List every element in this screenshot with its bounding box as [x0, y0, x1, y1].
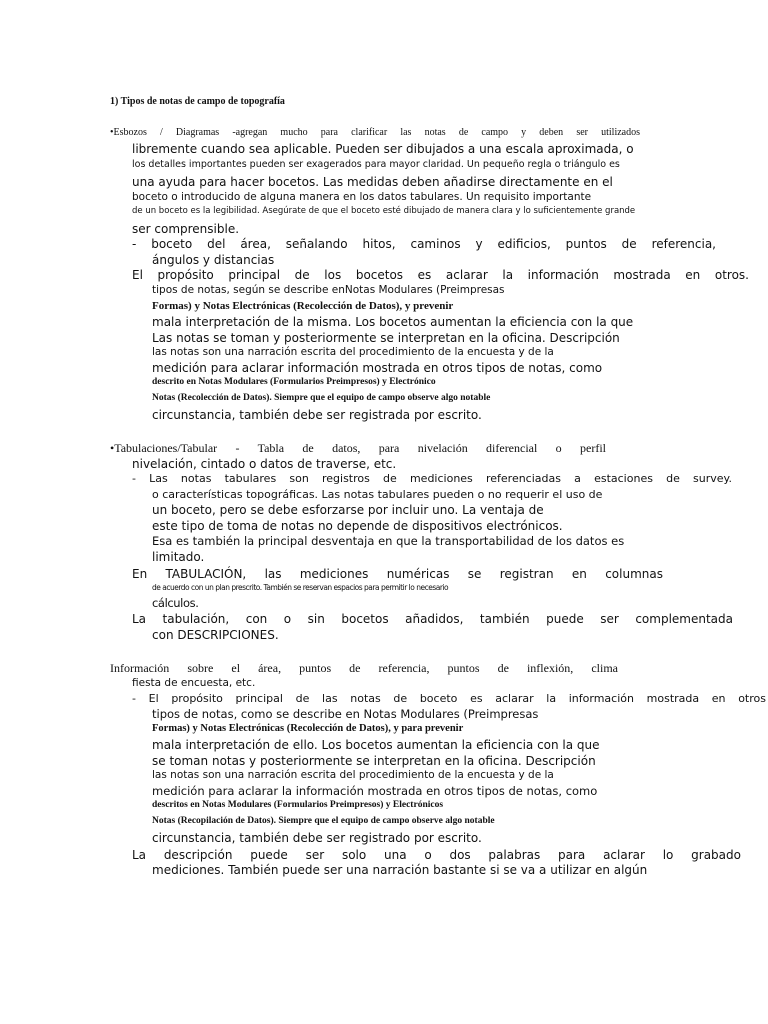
dash-item-tabulares: - Las notas tabulares son registros de mediciones referenciadas a estaciones de survey.: [132, 472, 732, 485]
paragraph-line: de acuerdo con un plan prescrito. También se reservan espacios para permitir lo necesario: [152, 583, 449, 592]
paragraph-line: ángulos y distancias: [152, 253, 275, 267]
paragraph-line: Esa es también la principal desventaja en que la transportabilidad de los datos es: [152, 534, 625, 548]
paragraph-purpose: El propósito principal de los bocetos es aclarar la información mostrada en otros.: [132, 268, 749, 282]
paragraph-line: circunstancia, también debe ser registrada por escrito.: [152, 408, 482, 422]
paragraph-line: Las notas se toman y posteriormente se interpretan en la oficina. Descripción: [152, 331, 620, 345]
paragraph-line: boceto o introducido de alguna manera en los datos tabulares. Un requisito importante: [132, 191, 592, 203]
paragraph-line: libremente cuando sea aplicable. Pueden ser dibujados a una escala aproximada, o: [132, 142, 634, 156]
paragraph-la-descripcion: La descripción puede ser solo una o dos palabras para aclarar lo grabado: [132, 848, 741, 862]
paragraph-line: descritos en Notas Modulares (Formularios Preimpresos) y Electrónicos: [152, 800, 444, 810]
dash-item-proposito: - El propósito principal de las notas de boceto es aclarar la información mostrada en otros: [132, 692, 766, 705]
paragraph-line: las notas son una narración escrita del procedimiento de la encuesta y de la: [152, 769, 554, 781]
paragraph-line: fiesta de encuesta, etc.: [132, 677, 256, 689]
heading-informacion: Información sobre el área, puntos de referencia, puntos de inflexión, clima: [110, 661, 618, 675]
paragraph-line: las notas son una narración escrita del procedimiento de la encuesta y de la: [152, 346, 554, 358]
paragraph-line: medición para aclarar la información mostrada en otros tipos de notas, como: [152, 784, 598, 798]
paragraph-line: de un boceto es la legibilidad. Asegúrate de que el boceto esté dibujado de manera clara y lo suficientemente grande: [132, 206, 636, 216]
paragraph-line: se toman notas y posteriormente se interpretan en la oficina. Descripción: [152, 754, 596, 768]
paragraph-line: ser comprensible.: [132, 222, 240, 236]
paragraph-line: nivelación, cintado o datos de traverse, etc.: [132, 457, 397, 471]
paragraph-line: mala interpretación de la misma. Los bocetos aumentan la eficiencia con la que: [152, 315, 634, 329]
paragraph-line: los detalles importantes pueden ser exagerados para mayor claridad. Un pequeño regla o triángulo es: [132, 159, 620, 170]
paragraph-line: limitado.: [152, 550, 205, 564]
paragraph-line: una ayuda para hacer bocetos. Las medidas deben añadirse directamente en el: [132, 175, 613, 189]
page-title: 1) Tipos de notas de campo de topografía: [110, 96, 285, 107]
paragraph-line: Notas (Recolección de Datos). Siempre que el equipo de campo observe algo notable: [152, 393, 491, 403]
paragraph-line: Notas (Recopilación de Datos). Siempre que el equipo de campo observe algo notable: [152, 816, 495, 826]
paragraph-line: Formas) y Notas Electrónicas (Recolección de Datos), y prevenir: [152, 300, 454, 312]
paragraph-line: cálculos.: [152, 596, 199, 610]
paragraph-la-tabulacion: La tabulación, con o sin bocetos añadidos, también puede ser complementada: [132, 612, 733, 626]
paragraph-en-tabulacion: En TABULACIÓN, las mediciones numéricas se registran en columnas: [132, 567, 663, 581]
paragraph-line: un boceto, pero se debe esforzarse por incluir uno. La ventaja de: [152, 503, 544, 517]
bullet-tabulaciones: •Tabulaciones/Tabular - Tabla de datos, para nivelación diferencial o perfil: [110, 441, 606, 455]
bullet-esbozos: •Esbozos / Diagramas -agregan mucho para clarificar las notas de campo y deben ser utilizados: [110, 127, 640, 138]
paragraph-line: con DESCRIPCIONES.: [152, 628, 279, 642]
paragraph-line: tipos de notas, como se describe en Notas Modulares (Preimpresas: [152, 707, 539, 721]
paragraph-line: medición para aclarar información mostrada en otros tipos de notas, como: [152, 361, 603, 375]
paragraph-line: mala interpretación de ello. Los bocetos aumentan la eficiencia con la que: [152, 738, 600, 752]
dash-item-boceto: - boceto del área, señalando hitos, caminos y edificios, puntos de referencia,: [132, 237, 716, 251]
paragraph-line: circunstancia, también debe ser registrado por escrito.: [152, 831, 482, 845]
paragraph-line: o características topográficas. Las notas tabulares pueden o no requerir el uso de: [152, 488, 603, 501]
paragraph-line: este tipo de toma de notas no depende de dispositivos electrónicos.: [152, 519, 563, 533]
paragraph-line: Formas) y Notas Electrónicas (Recolección de Datos), y para prevenir: [152, 723, 464, 734]
paragraph-line: descrito en Notas Modulares (Formularios Preimpresos) y Electrónico: [152, 377, 436, 387]
paragraph-line: mediciones. También puede ser una narración bastante si se va a utilizar en algún: [152, 863, 648, 877]
paragraph-line: tipos de notas, según se describe enNotas Modulares (Preimpresas: [152, 284, 505, 296]
